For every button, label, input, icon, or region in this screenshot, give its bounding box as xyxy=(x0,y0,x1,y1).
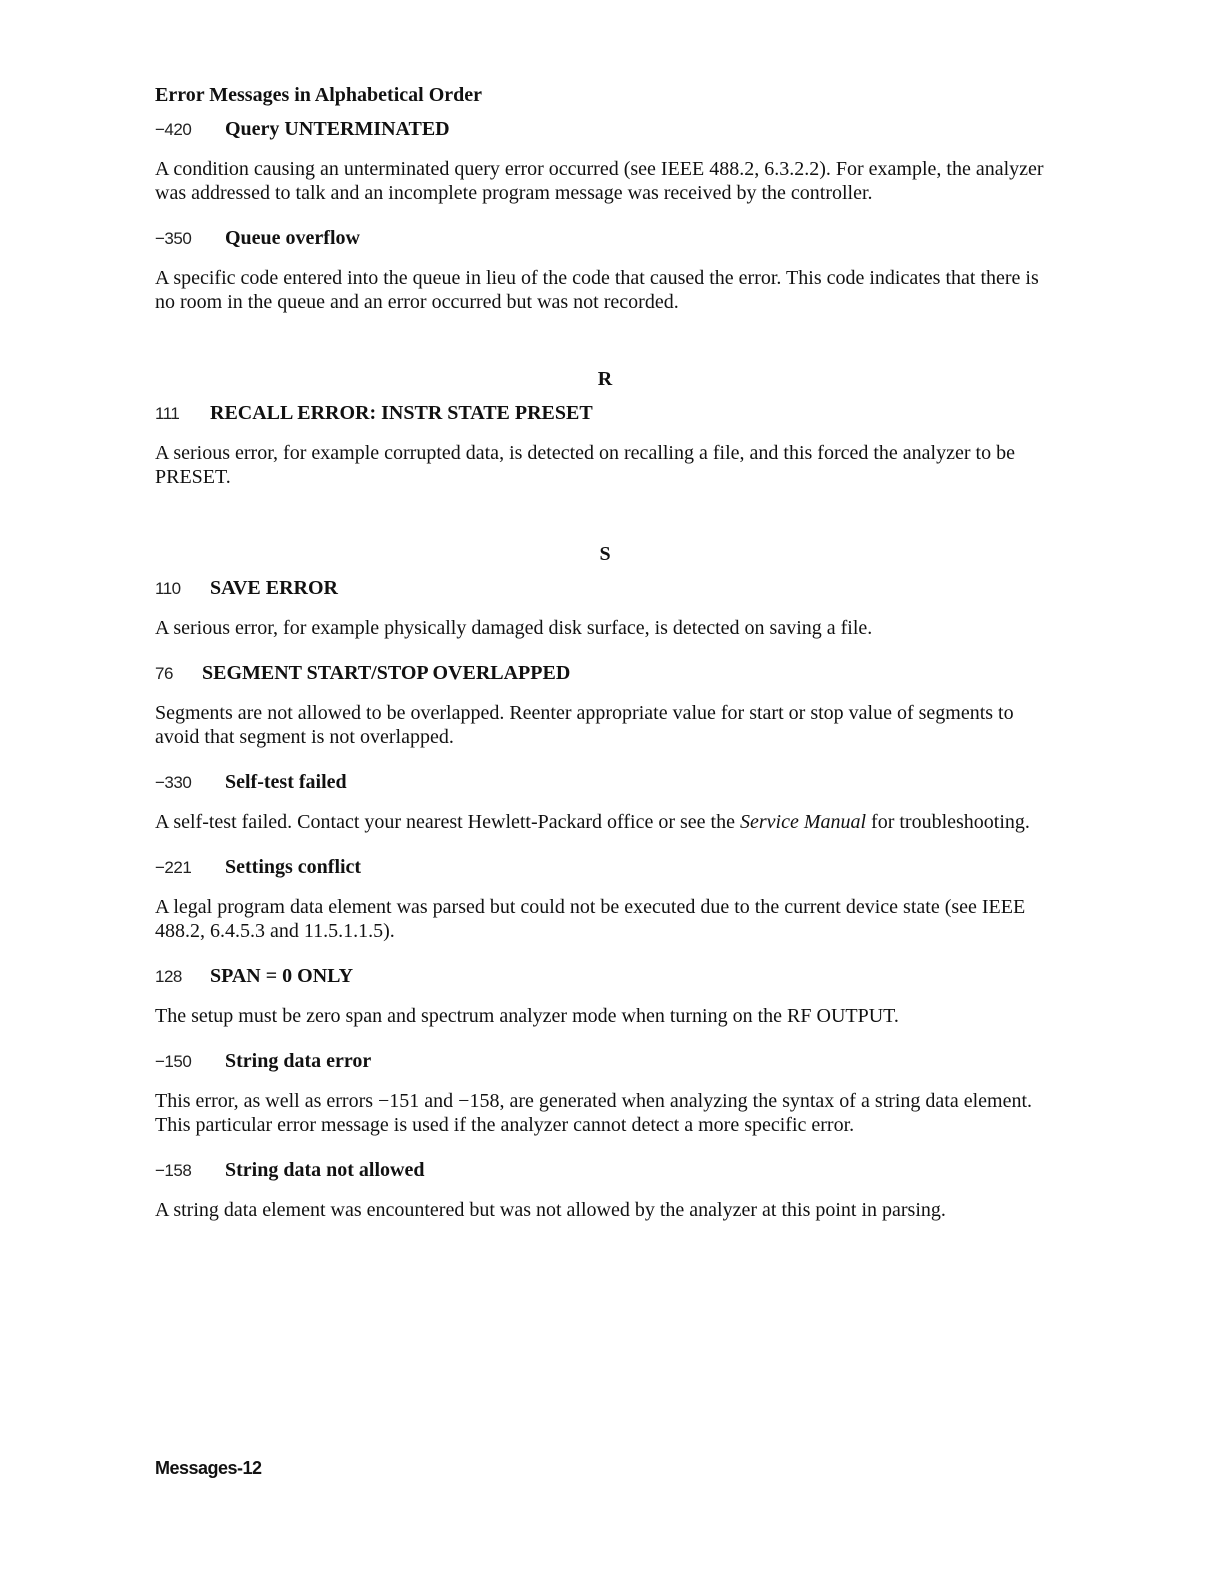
page-title: Error Messages in Alphabetical Order xyxy=(155,84,483,106)
error-title: RECALL ERROR: INSTR STATE PRESET xyxy=(210,402,593,424)
entry-header xyxy=(155,660,1055,687)
error-description: This error, as well as errors −151 and −158, are generated when analyzing the syntax of a string data element. This particular error message is used if the analyzer cannot detect a more specific error. xyxy=(155,1090,1033,1136)
entry-header xyxy=(155,575,1055,602)
entry-header xyxy=(155,1048,1055,1075)
error-code: 110 xyxy=(155,579,181,598)
page-content xyxy=(155,82,1055,1242)
error-code: −350 xyxy=(155,229,192,248)
error-description: The setup must be zero span and spectrum analyzer mode when turning on the RF OUTPUT. xyxy=(155,1005,899,1027)
error-description: Segments are not allowed to be overlapped. Reenter appropriate value for start or stop value of segments to avoid that segment is not overlapped. xyxy=(155,702,1014,748)
error-code: 128 xyxy=(155,967,182,986)
error-description: A legal program data element was parsed but could not be executed due to the current device state (see IEEE 488.2, 6.4.5.3 and 11.5.1.1.5). xyxy=(155,896,1026,942)
error-title: SEGMENT START/STOP OVERLAPPED xyxy=(202,662,571,684)
entry-header xyxy=(155,116,1055,143)
error-title: SAVE ERROR xyxy=(210,577,338,599)
error-entry xyxy=(155,1048,1055,1137)
error-code: 111 xyxy=(155,404,180,423)
desc-text: for troubleshooting. xyxy=(866,811,1030,833)
error-entry xyxy=(155,854,1055,943)
error-description: A serious error, for example corrupted data, is detected on recalling a file, and this forced the analyzer to be PRESET. xyxy=(155,442,1015,488)
entry-header xyxy=(155,225,1055,252)
error-entry xyxy=(155,1157,1055,1222)
error-code: −158 xyxy=(155,1161,192,1180)
error-code: −150 xyxy=(155,1052,192,1071)
error-title: Queue overflow xyxy=(225,227,360,249)
error-code: −221 xyxy=(155,858,192,877)
entry-header xyxy=(155,963,1055,990)
error-entry xyxy=(155,400,1055,489)
error-title: Self-test failed xyxy=(225,771,347,793)
entry-header xyxy=(155,1157,1055,1184)
section-letter-r: R xyxy=(597,368,613,390)
entry-header xyxy=(155,400,1055,427)
error-description xyxy=(155,810,1055,834)
error-title: Settings conflict xyxy=(225,856,362,878)
manual-reference: Service Manual xyxy=(739,811,867,833)
error-code: 76 xyxy=(155,664,173,683)
error-code: −330 xyxy=(155,773,192,792)
error-entry xyxy=(155,225,1055,314)
desc-text: A self-test failed. Contact your nearest Hewlett-Packard office or see the xyxy=(155,811,740,833)
entry-header xyxy=(155,854,1055,881)
entry-header xyxy=(155,769,1055,796)
error-entry xyxy=(155,769,1055,834)
error-entry xyxy=(155,963,1055,1028)
page-footer: Messages-12 xyxy=(155,1458,262,1478)
error-title: String data not allowed xyxy=(225,1159,425,1181)
error-entry xyxy=(155,575,1055,640)
error-title: Query UNTERMINATED xyxy=(225,118,450,140)
error-description: A condition causing an unterminated query error occurred (see IEEE 488.2, 6.3.2.2). For example, the analyzer was addressed to talk and an incomplete program message was received by the controller. xyxy=(155,158,1044,204)
section-letter-s: S xyxy=(599,543,611,565)
error-description: A string data element was encountered but was not allowed by the analyzer at this point in parsing. xyxy=(155,1199,946,1221)
error-entry xyxy=(155,116,1055,205)
error-description: A serious error, for example physically damaged disk surface, is detected on saving a file. xyxy=(155,617,873,639)
error-entry xyxy=(155,660,1055,749)
error-code: −420 xyxy=(155,120,192,139)
error-title: String data error xyxy=(225,1050,372,1072)
error-description: A specific code entered into the queue in lieu of the code that caused the error. This code indicates that there is no room in the queue and an error occurred but was not recorded. xyxy=(155,267,1039,313)
error-title: SPAN = 0 ONLY xyxy=(210,965,354,987)
